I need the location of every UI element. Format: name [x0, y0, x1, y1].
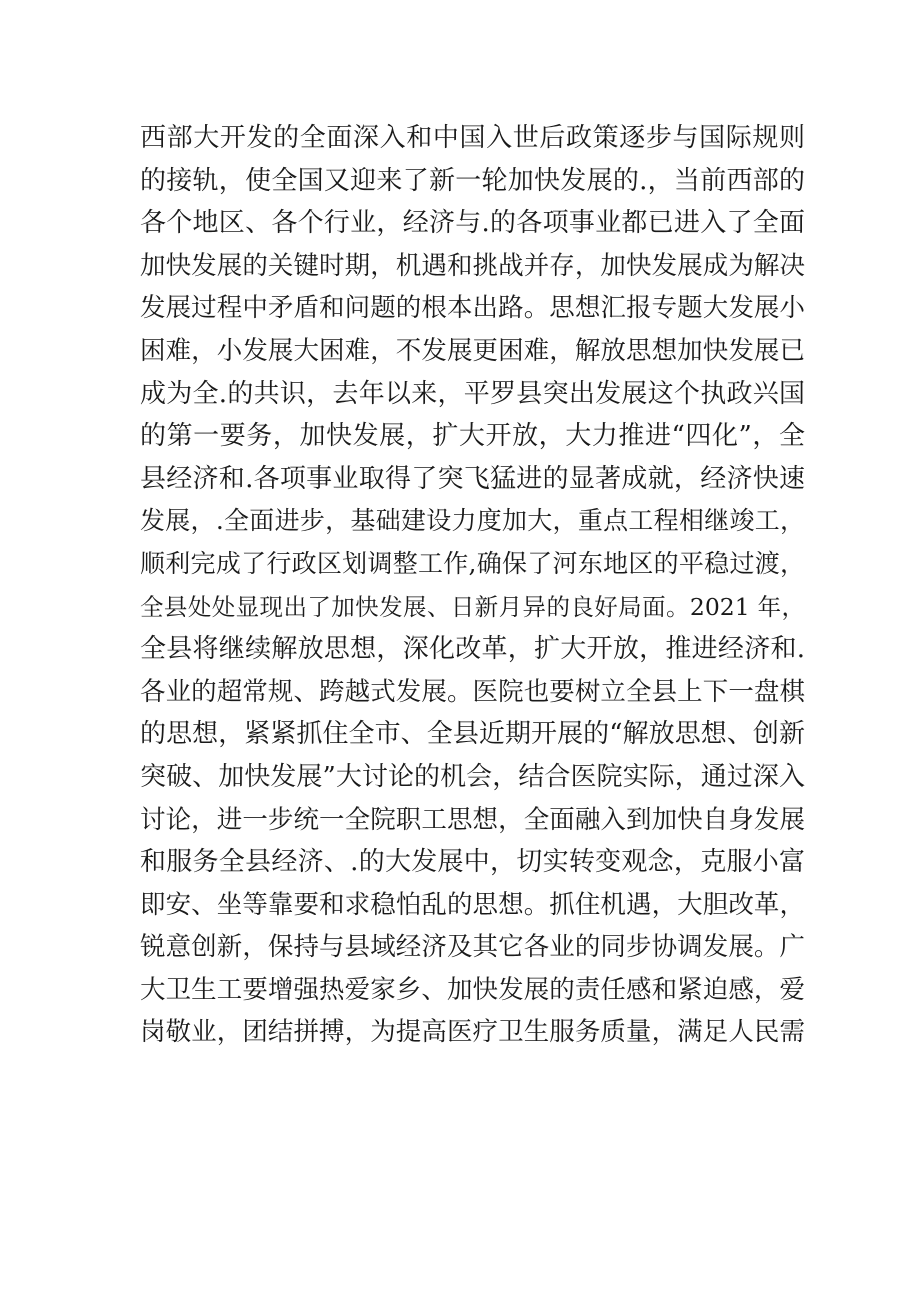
text-line: 的第一要务，加快发展，扩大开放，大力推进“四化”，全: [140, 421, 805, 452]
text-line: 发展，.全面进步，基础建设力度加大，重点工程相继竣工，: [140, 506, 805, 536]
text-line: 岗敬业，团结拼搏，为提高医疗卫生服务质量，满足人民需: [140, 1017, 805, 1048]
text-line: 困难，小发展大困难，不发展更困难，解放思想加快发展已: [140, 335, 805, 366]
text-line: 西部大开发的全面深入和中国入世后政策逐步与国际规则: [140, 123, 805, 153]
text-line: 发展过程中矛盾和问题的根本出路。思想汇报专题大发展小: [140, 293, 805, 324]
text-line: 成为全.的共识，去年以来，平罗县突出发展这个执政兴国: [140, 378, 805, 409]
text-line: 各业的超常规、跨越式发展。医院也要树立全县上下一盘棋: [140, 676, 805, 707]
text-line: 全县将继续解放思想，深化改革，扩大开放，推进经济和.: [140, 634, 805, 665]
text-line: 讨论，进一步统一全院职工思想，全面融入到加快自身发展: [140, 804, 805, 835]
text-line: 突破、加快发展”大讨论的机会，结合医院实际，通过深入: [140, 761, 805, 792]
text-line: 的接轨，使全国又迎来了新一轮加快发展的.，当前西部的: [140, 165, 805, 196]
text-line: 即安、坐等靠要和求稳怕乱的思想。抓住机遇，大胆改革，: [140, 889, 805, 920]
text-line: 锐意创新，保持与县域经济及其它各业的同步协调发展。广: [140, 932, 805, 963]
text-line: 和服务全县经济、.的大发展中，切实转变观念，克服小富: [140, 847, 805, 878]
text-line: 县经济和.各项事业取得了突飞猛进的显著成就，经济快速: [140, 463, 805, 494]
text-line: 大卫生工要增强热爱家乡、加快发展的责任感和紧迫感，爱: [140, 974, 805, 1005]
text-line: 各个地区、各个行业，经济与.的各项事业都已进入了全面: [140, 208, 805, 239]
text-line: 的思想，紧紧抓住全市、全县近期开展的“解放思想、创新: [140, 719, 805, 750]
text-line: 加快发展的关键时期，机遇和挑战并存，加快发展成为解决: [140, 250, 805, 281]
text-line: 顺利完成了行政区划调整工作,确保了河东地区的平稳过渡，: [140, 548, 805, 578]
body-paragraph: [140, 117, 805, 1054]
text-line: 全县处处显现出了加快发展、日新月异的良好局面。2021 年，: [140, 592, 805, 621]
